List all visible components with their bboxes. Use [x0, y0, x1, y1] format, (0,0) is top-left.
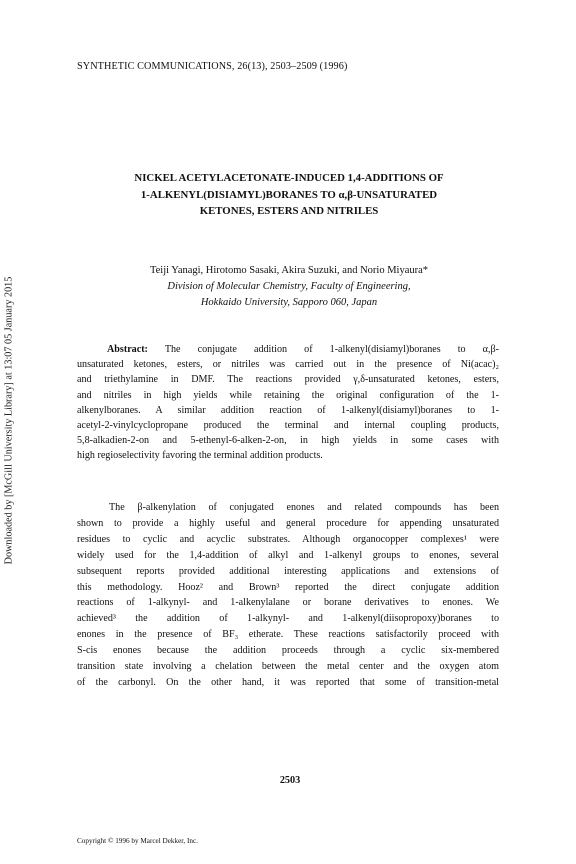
affiliation-line: Division of Molecular Chemistry, Faculty of Engineering, [167, 281, 411, 292]
abstract-label: Abstract: [107, 344, 148, 355]
body-line: of the carbonyl. On the other hand, it was reported that some of transition-metal [77, 676, 499, 688]
body-line-text: The β-alkenylation of conjugated enones and related compounds has been [109, 502, 499, 513]
body-line [77, 500, 499, 516]
title-line: KETONES, ESTERS AND NITRILES [199, 205, 379, 217]
page-number: 2503 [279, 775, 301, 786]
title-line: 1-ALKENYL(DISIAMYL)BORANES TO α,β-UNSATURATED [140, 188, 438, 201]
body-paragraph [77, 500, 499, 691]
download-notice: Downloaded by [McGill University Library] at 13:07 05 January 2015 [3, 276, 15, 565]
affiliation-line: Hokkaido University, Sapporo 060, Japan [200, 297, 378, 308]
body-line: S-cis enones because the addition proceeds through a cyclic six-membered [77, 645, 499, 657]
abstract-line: unsaturated ketones, esters, or nitriles was carried out in the presence of Ni(acac)₂ [77, 359, 499, 371]
body-line: residues to cyclic and acyclic substrates. Although organocopper complexes¹ were [77, 533, 499, 545]
abstract-line [77, 342, 499, 357]
abstract-line: alkenylboranes. A similar addition reaction of 1-alkenyl(disiamyl)boranes to 1- [77, 404, 499, 416]
body-line: transition state involving a chelation between the metal center and the oxygen atom [77, 661, 499, 673]
body-line: achieved³ the addition of 1-alkynyl- and 1-alkenyl(diisopropoxy)boranes to [77, 613, 499, 625]
author-block [70, 263, 508, 311]
title-line: NICKEL ACETYLACETONATE-INDUCED 1,4-ADDITIONS OF [134, 172, 444, 184]
journal-header: SYNTHETIC COMMUNICATIONS, 26(13), 2503–2509 (1996) [77, 61, 348, 72]
abstract-line: and nitriles in high yields while retaining the original configuration of the 1- [77, 389, 499, 401]
abstract-line: 5,8-alkadien-2-on and 5-ethenyl-6-alken-2-on, in high yields in some cases with [77, 435, 499, 447]
body-line: this methodology. Hooz² and Brown³ reported the direct conjugate addition [77, 581, 499, 593]
article-title [70, 170, 508, 220]
body-line: reactions of 1-alkynyl- and 1-alkenylalane or borane derivatives to enones. We [77, 597, 499, 609]
body-line: enones in the presence of BF₃ etherate. These reactions satisfactorily proceed with [77, 629, 499, 641]
abstract-line: acetyl-2-vinylcyclopropane produced the terminal and internal coupling products, [77, 420, 499, 432]
body-line: widely used for the 1,4-addition of alkyl and 1-alkenyl groups to enones, several [77, 549, 499, 561]
download-watermark [0, 0, 18, 864]
body-line: subsequent reports provided additional interesting applications and extensions of [77, 565, 499, 577]
abstract-line: high regioselectivity favoring the terminal addition products. [77, 450, 323, 462]
abstract-text: The conjugate addition of 1-alkenyl(disiamyl)boranes to α,β- [147, 344, 499, 355]
copyright-notice: Copyright © 1996 by Marcel Dekker, Inc. [77, 837, 198, 845]
author-list: Teiji Yanagi, Hirotomo Sasaki, Akira Suzuki, and Norio Miyaura* [149, 265, 429, 276]
abstract-line: and triethylamine in DMF. The reactions provided γ,δ-unsaturated ketones, esters, [77, 374, 499, 386]
abstract [77, 342, 499, 464]
body-line: shown to provide a highly useful and general procedure for appending unsaturated [77, 517, 499, 529]
